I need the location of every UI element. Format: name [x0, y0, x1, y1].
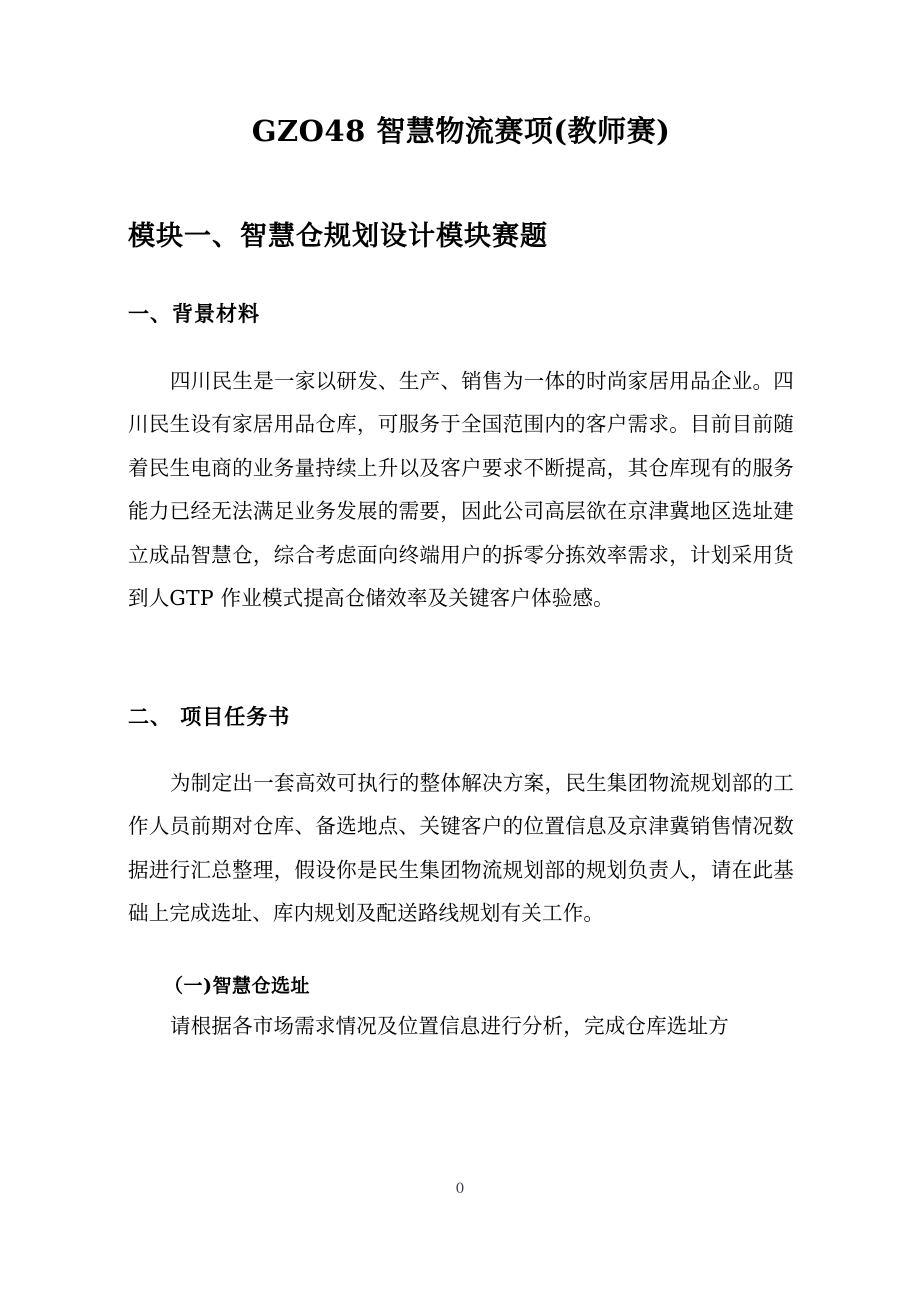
- paragraph-background: 四川民生是一家以研发、生产、销售为一体的时尚家居用品企业。四川民生设有家居用品仓库，可服务于全国范围内的客户需求。目前目前随着民生电商的业务量持续上升以及客户要求不断提高，其仓库现有的服务能力已经无法满足业务发展的需要，因此公司高层欲在京津冀地区选址建立成品智慧仓，综合考虑面向终端用户的拆零分拣效率需求，计划采用货到人GTP 作业模式提高仓储效率及关键客户体验感。: [128, 368, 794, 611]
- subsection-heading-site-selection: （一)智慧仓选址: [164, 974, 310, 997]
- footer-page-number: 0: [455, 1181, 465, 1197]
- page-content-area: [128, 0, 794, 1048]
- paragraph-task: 为制定出一套高效可执行的整体解决方案，民生集团物流规划部的工作人员前期对仓库、备选地点、关键客户的位置信息及京津冀销售情况数据进行汇总整理，假设你是民生集团物流规划部的规划负责人，请在此基础上完成选址、库内规划及配送路线规划有关工作。: [128, 770, 794, 926]
- paragraph-site-selection: 请根据各市场需求情况及位置信息进行分析，完成仓库选址方: [170, 1013, 729, 1038]
- section-heading-background: 一、背景材料: [128, 301, 260, 327]
- page-title: GZO48 智慧物流赛项(教师赛): [251, 114, 671, 148]
- section-heading-task: 二、 项目任务书: [128, 703, 291, 729]
- module-heading: 模块一、智慧仓规划设计模块赛题: [128, 221, 548, 253]
